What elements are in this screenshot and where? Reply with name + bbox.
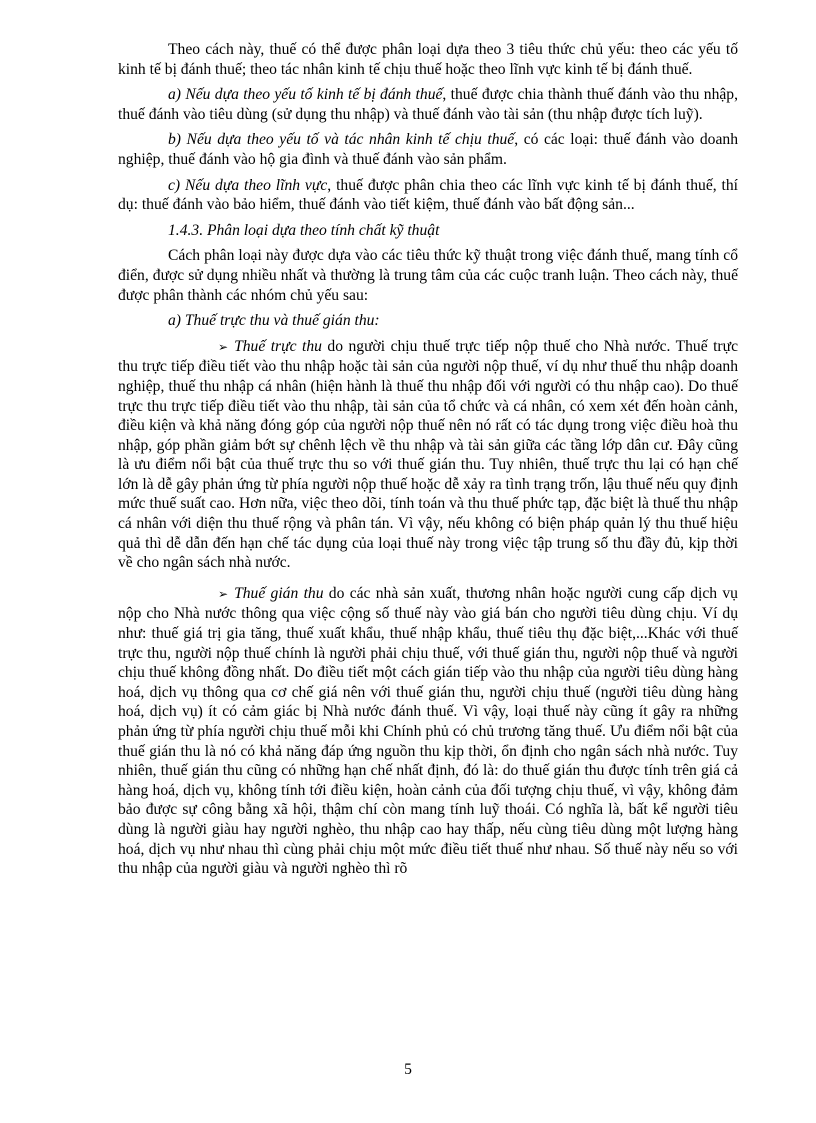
classification-paragraph: Cách phân loại này được dựa vào các tiêu thức kỹ thuật trong việc đánh thuế, mang tính cổ điển, được sử dụng nhiều nhất và thường là trung tâm của các cuộc tranh luận. Theo cách này, thuế được phân thành các nhóm chủ yếu sau: xyxy=(118,247,738,304)
point-a-lead: a) Nếu dựa theo yếu tố kinh tế bị đánh thuế xyxy=(168,86,443,104)
intro-paragraph: Theo cách này, thuế có thể được phân loại dựa theo 3 tiêu thức chủ yếu: theo các yếu tố kinh tế bị đánh thuế; theo tác nhân kinh tế chịu thuế hoặc theo lĩnh vực kinh tế bị đánh thuế. xyxy=(118,41,738,78)
point-c-text: , thuế được phân chia theo các lĩnh vực kinh tế bị đánh thuế, thí dụ: thuế đánh vào bảo hiểm, thuế đánh vào tiết kiệm, thuế đánh vào bất động sản... xyxy=(118,176,738,214)
point-c-paragraph xyxy=(118,176,738,215)
point-c-lead: c) Nếu dựa theo lĩnh vực xyxy=(168,176,328,194)
indirect-tax-text: do các nhà sản xuất, thương nhân hoặc người cung cấp dịch vụ nộp cho Nhà nước thông qua việc cộng số thuế này vào giá bán cho người tiêu dùng chịu. Ví dụ như: thuế giá trị gia tăng, thuế xuất khẩu, thuế nhập khẩu, thuế tiêu thụ đặc biệt,...Khác với thuế trực thu, người nộp thuế chính là người phải chịu thuế, với thuế gián thu, người nộp thuế và người chịu thuế không đồng nhất. Do điều tiết một cách gián tiếp vào thu nhập của người tiêu dùng hàng hoá, dịch vụ thông qua cơ chế giá nên với thuế gián thu, người chịu thuế (người tiêu dùng hàng hoá, dịch vụ) ít có cảm giác bị Nhà nước đánh thuế. Vì vậy, loại thuế này cũng ít gây ra những phản ứng từ phía người chịu thuế mỗi khi Chính phủ có chủ trương tăng thuế. Ưu điểm nổi bật của thuế gián thu là nó có khả năng đáp ứng nguồn thu kịp thời, ổn định cho ngân sách nhà nước. Tuy nhiên, thuế gián thu cũng có những hạn chế nhất định, đó là: do thuế gián thu được tính trên giá cả hàng hoá, dịch vụ, không tính tới điều kiện, hoàn cảnh của đối tượng chịu thuế, vì vậy, không đảm bảo được sự công bằng xã hội, thậm chí còn mang tính luỹ thoái. Có nghĩa là, bất kể người tiêu dùng là người giàu hay người nghèo, thu nhập cao hay thấp, nếu cùng tiêu dùng một lượng hàng hoá, dịch vụ như nhau thì cùng phải chịu một mức điều tiết thuế như nhau. Số thuế này nếu so với thu nhập của người giàu và người nghèo thì rõ xyxy=(118,584,738,878)
indirect-tax-lead: Thuế gián thu xyxy=(234,584,324,602)
point-a-text: , thuế được chia thành thuế đánh vào thu nhập, thuế đánh vào tiêu dùng (sử dụng thu nhập) và thuế đánh vào tài sản (thu nhập được tích luỹ). xyxy=(118,86,738,123)
direct-tax-lead: Thuế trực thu xyxy=(234,337,322,355)
section-heading: 1.4.3. Phân loại dựa theo tính chất kỹ thuật xyxy=(168,221,440,239)
arrow-right-icon: ➢ xyxy=(218,339,229,354)
point-b-text: , có các loại: thuế đánh vào doanh nghiệp, thuế đánh vào hộ gia đình và thuế đánh vào sản phẩm. xyxy=(118,131,738,168)
point-b-lead: b) Nếu dựa theo yếu tố và tác nhân kinh tế chịu thuế xyxy=(168,131,515,149)
direct-tax-text: do người chịu thuế trực tiếp nộp thuế cho Nhà nước. Thuế trực thu trực tiếp điều tiết vào thu nhập hoặc tài sản của người nộp thuế, ví dụ như thuế thu nhập doanh nghiệp, thuế thu nhập cá nhân (hiện hành là thuế thu nhập đối với người có thu nhập cao). Do thuế trực thu trực tiếp điều tiết vào thu nhập, tài sản của tổ chức và cá nhân, có xem xét đến hoàn cảnh, điều kiện và khả năng đóng góp của người nộp thuế nên nó rất có tác dụng trong việc điều hoà thu nhập, góp phần giảm bớt sự chênh lệch về thu nhập và tài sản giữa các tầng lớp dân cư. Đây cũng là ưu điểm nổi bật của thuế trực thu so với thuế gián thu. Tuy nhiên, thuế trực thu lại có hạn chế lớn là dễ gây phản ứng từ phía người nộp thuế hoặc dễ xảy ra tình trạng trốn, lậu thuế nếu quy định mức thuế suất cao. Hơn nữa, việc theo dõi, tính toán và thu thuế phức tạp, đặc biệt là thuế thu nhập cá nhân với diện thu thuế rộng và phân tán. Vì vậy, nếu không có biện pháp quản lý thu thuế hiệu quả thì dễ dẫn đến hạn chế tác dụng của loại thuế này trong việc tập trung số thu đầy đủ, kịp thời về cho ngân sách nhà nước. xyxy=(118,337,738,572)
subheading-a: a) Thuế trực thu và thuế gián thu: xyxy=(168,312,380,330)
document-body xyxy=(118,40,738,879)
arrow-right-icon: ➢ xyxy=(218,586,229,601)
direct-tax-paragraph xyxy=(118,337,738,573)
indirect-tax-paragraph xyxy=(118,584,738,879)
point-a-paragraph xyxy=(118,85,738,124)
point-b-paragraph xyxy=(118,130,738,169)
page-number: 5 xyxy=(404,1061,412,1078)
